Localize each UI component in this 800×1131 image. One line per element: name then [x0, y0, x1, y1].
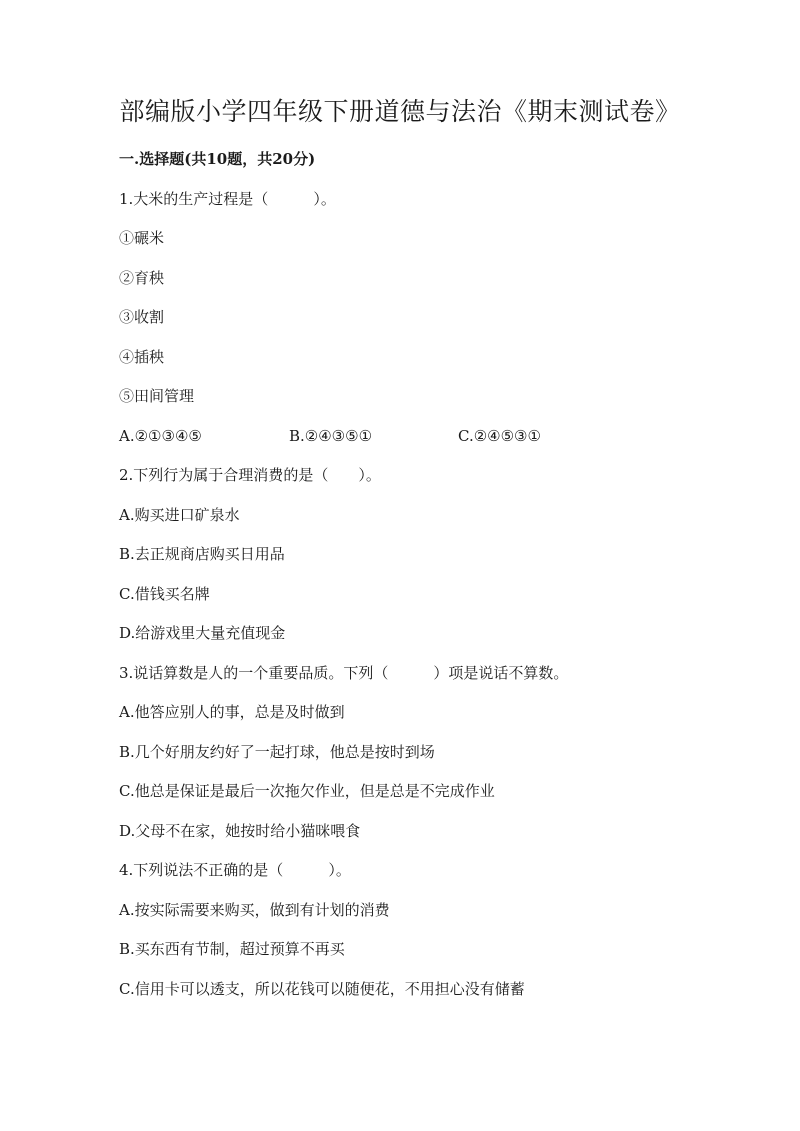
- page-title: 部编版小学四年级下册道德与法治《期末测试卷》: [119, 97, 681, 126]
- answer-option: A.购买进口矿泉水: [119, 506, 240, 524]
- section-heading: 一.选择题(共10题，共20分): [119, 150, 316, 168]
- answer-option: A.按实际需要来购买，做到有计划的消费: [119, 901, 390, 919]
- question-stem: 4.下列说法不正确的是（ ）。: [119, 861, 351, 879]
- list-item: ①碾米: [119, 229, 165, 247]
- answer-option: D.父母不在家，她按时给小猫咪喂食: [119, 822, 361, 840]
- answer-option: B.②④③⑤①: [289, 427, 373, 445]
- answer-option: B.几个好朋友约好了一起打球，他总是按时到场: [119, 743, 435, 761]
- answer-option: B.去正规商店购买日用品: [119, 545, 285, 563]
- question-stem: 3.说话算数是人的一个重要品质。下列（ ）项是说话不算数。: [119, 664, 569, 682]
- answer-option: D.给游戏里大量充值现金: [119, 624, 286, 642]
- question-stem: 1.大米的生产过程是（ ）。: [119, 190, 336, 208]
- list-item: ⑤田间管理: [119, 387, 195, 405]
- answer-option: A.②①③④⑤: [119, 427, 202, 445]
- answer-options-row: [119, 424, 679, 448]
- question-stem: 2.下列行为属于合理消费的是（ ）。: [119, 466, 381, 484]
- list-item: ④插秧: [119, 348, 165, 366]
- list-item: ②育秧: [119, 269, 165, 287]
- list-item: ③收割: [119, 308, 165, 326]
- answer-option: C.借钱买名牌: [119, 585, 210, 603]
- answer-option: C.他总是保证是最后一次拖欠作业，但是总是不完成作业: [119, 782, 495, 800]
- answer-option: A.他答应别人的事，总是及时做到: [119, 703, 345, 721]
- answer-option: C.信用卡可以透支，所以花钱可以随便花，不用担心没有储蓄: [119, 980, 525, 998]
- answer-option: B.买东西有节制，超过预算不再买: [119, 940, 345, 958]
- answer-option: C.②④⑤③①: [458, 427, 541, 445]
